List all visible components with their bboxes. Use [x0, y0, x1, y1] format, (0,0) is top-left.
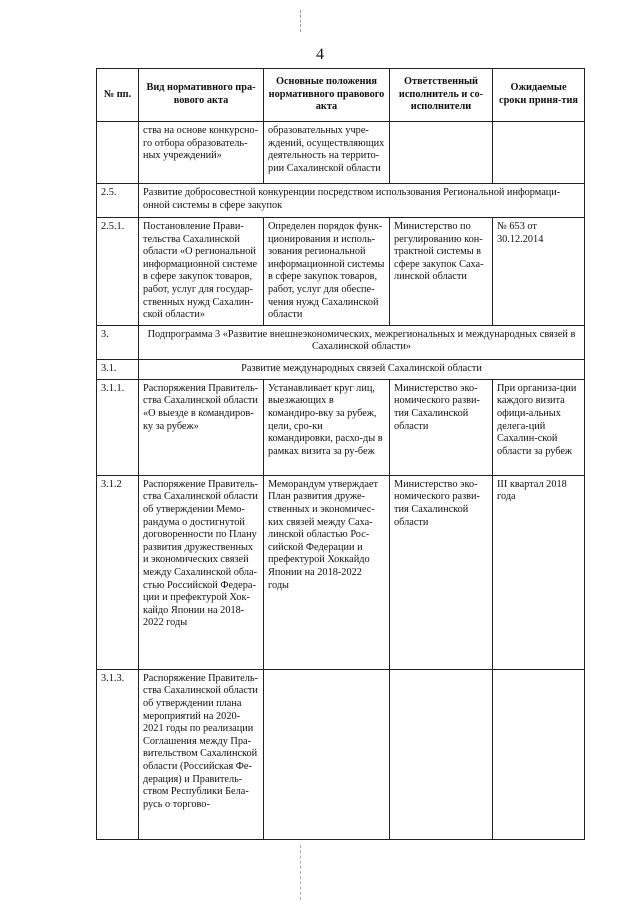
section-row [97, 184, 585, 218]
section-title: Развитие добросовестной конкуренции посредством использования Региональной информаци-онной системы в сфере закупок [139, 184, 585, 218]
header-deadline: Ожидаемые сроки приня-тия [493, 69, 585, 122]
section-row [97, 359, 585, 379]
cell-executor: Министерство по регулированию кон-трактной системы в сфере закупок Саха-линской области [390, 218, 493, 326]
cell-executor: Министерство эко-номического разви-тия Сахалинской области [390, 475, 493, 669]
cell-act-type: Распоряжение Правитель-ства Сахалинской области об утверждении плана мероприятий на 2020-2021 годы по реализации Соглашения между Пра-вительством Сахалинской области (Российская Фе-дерация) и Правитель-ством Республики Бела-русь о торгово- [139, 669, 264, 839]
table-row [97, 122, 585, 184]
cell-act-type: Распоряжения Правитель-ства Сахалинской области «О выезде в командиров-ку за рубеж» [139, 379, 264, 475]
cell-executor [390, 122, 493, 184]
table-row [97, 218, 585, 326]
section-num: 3.1. [97, 359, 139, 379]
cell-deadline: № 653 от 30.12.2014 [493, 218, 585, 326]
scan-mark-bottom [300, 845, 302, 900]
cell-provisions: Меморандум утверждает План развития друже-ственных и экономичес-ких связей между Саха-линской областью Рос-сийской Федерации и префектурой Хоккайдо Японии на 2018-2022 годы [264, 475, 390, 669]
cell-num: 2.5.1. [97, 218, 139, 326]
table-row [97, 669, 585, 839]
section-row [97, 325, 585, 359]
section-num: 2.5. [97, 184, 139, 218]
cell-provisions [264, 669, 390, 839]
cell-num: 3.1.1. [97, 379, 139, 475]
cell-act-type: ства на основе конкурсно-го отбора образователь-ных учреждений» [139, 122, 264, 184]
header-num: № пп. [97, 69, 139, 122]
header-provisions: Основные положения нормативного правового акта [264, 69, 390, 122]
cell-deadline: При организа-ции каждого визита офици-альных делега-ций Сахалин-ской области за рубеж [493, 379, 585, 475]
cell-act-type: Постановление Прави-тельства Сахалинской области «О региональной информационной системе в сфере закупок товаров, работ, услуг для государ-ственных нужд Сахалин-ской области» [139, 218, 264, 326]
header-act-type: Вид нормативного пра-вового акта [139, 69, 264, 122]
page-number: 4 [316, 46, 324, 63]
regulatory-acts-table [96, 68, 585, 840]
cell-provisions: Устанавливает круг лиц, выезжающих в командиро-вку за рубеж, цели, сро-ки командировки, расхо-ды в рамках визита за ру-беж [264, 379, 390, 475]
section-num: 3. [97, 325, 139, 359]
section-title: Подпрограмма 3 «Развитие внешнеэкономических, межрегиональных и международных связей в Сахалинской области» [139, 325, 585, 359]
table-row [97, 475, 585, 669]
cell-provisions: Определен порядок функ-ционирования и исполь-зования региональной информационной системы в сфере закупок товаров, работ, услуг для обеспе-чения нужд Сахалинской области [264, 218, 390, 326]
cell-num: 3.1.2 [97, 475, 139, 669]
section-title: Развитие международных связей Сахалинской области [139, 359, 585, 379]
header-executor: Ответственный исполнитель и со-исполнители [390, 69, 493, 122]
cell-deadline [493, 669, 585, 839]
cell-executor: Министерство эко-номического разви-тия Сахалинской области [390, 379, 493, 475]
cell-num [97, 122, 139, 184]
cell-executor [390, 669, 493, 839]
cell-num: 3.1.3. [97, 669, 139, 839]
cell-act-type: Распоряжение Правитель-ства Сахалинской области об утверждении Мемо-рандума о достигнутой договоренности по Плану развития дружественных и экономических связей между Сахалинской обла-стью Российской Федера-ции и префектурой Хок-кайдо Японии на 2018-2022 годы [139, 475, 264, 669]
cell-deadline: III квартал 2018 года [493, 475, 585, 669]
cell-provisions: образовательных учре-ждений, осуществляющих деятельность на террито-рии Сахалинской области [264, 122, 390, 184]
table-row [97, 379, 585, 475]
scan-mark-top [300, 10, 302, 32]
table-header-row [97, 69, 585, 122]
cell-deadline [493, 122, 585, 184]
